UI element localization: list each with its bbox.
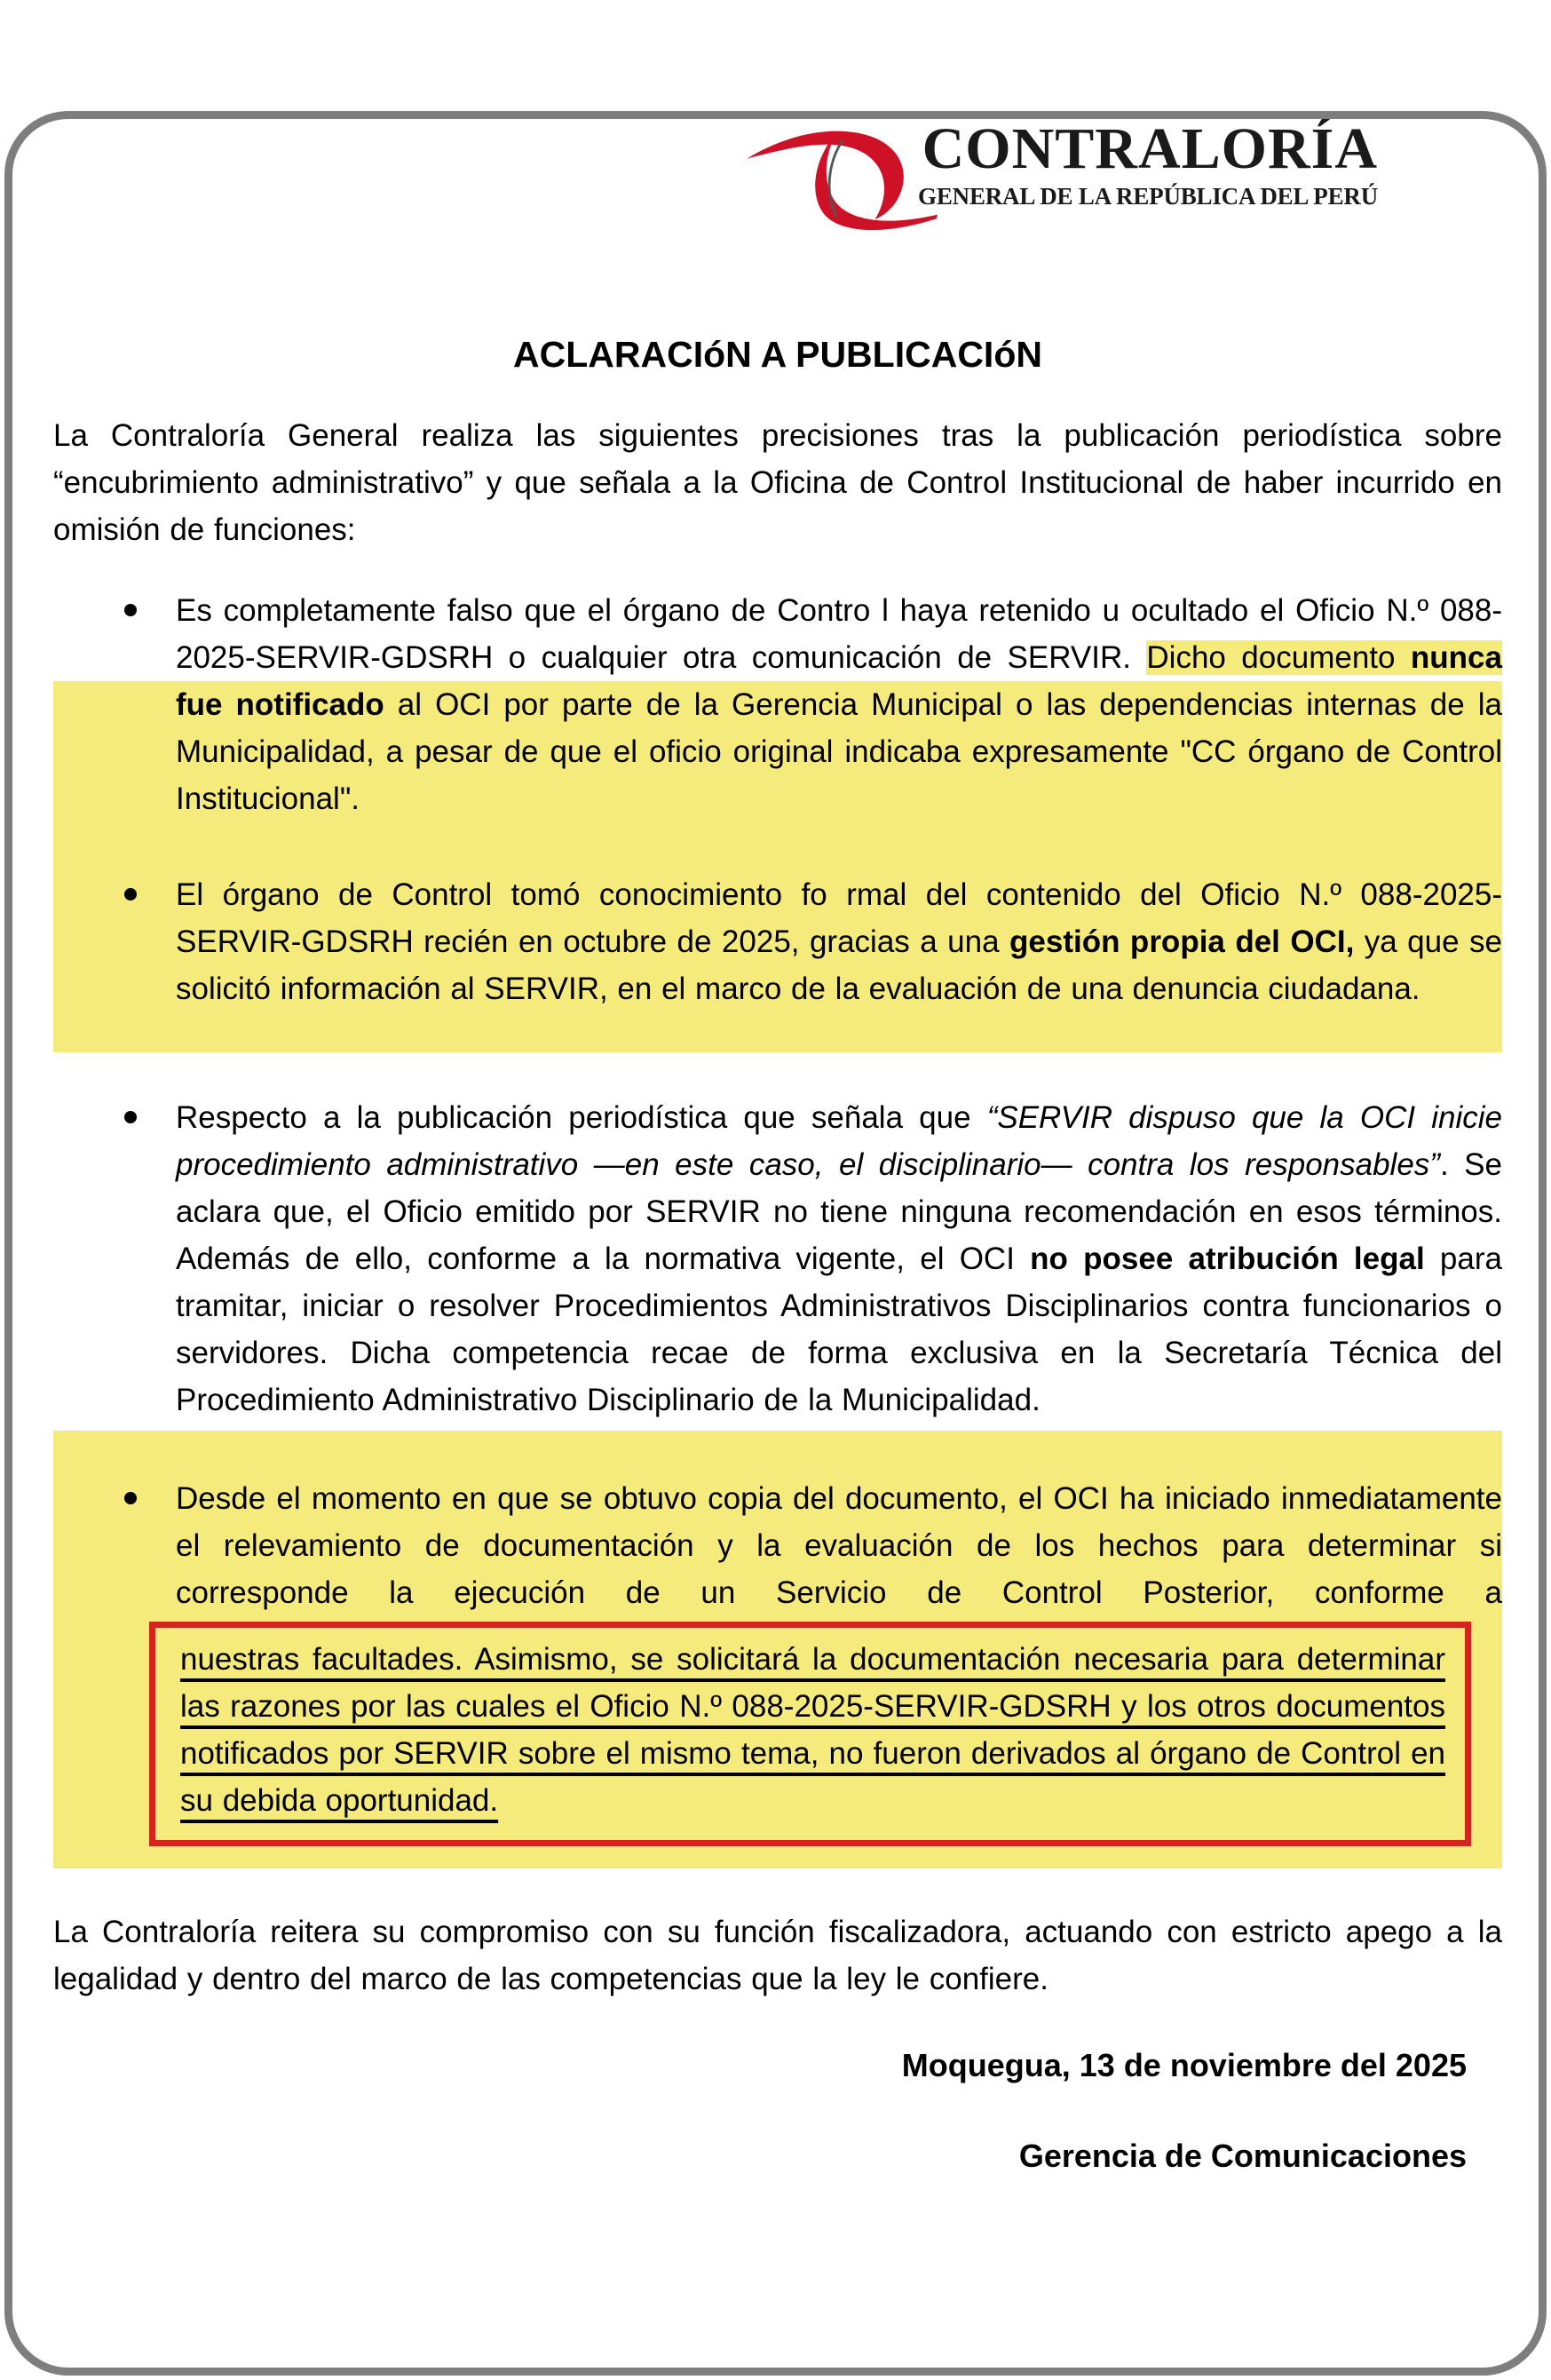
logo-tagline: GENERAL DE LA REPÚBLICA DEL PERÚ <box>918 183 1378 210</box>
closing-paragraph: La Contraloría reitera su compromiso con su función fiscalizadora, actuando con estricto apego a la legalidad y dentro del marco de las competencias que la ley le confiere. <box>53 1915 1502 1996</box>
bullet-marker <box>124 1492 137 1504</box>
b2-start: El órgano de Control tomó conocimiento fo rmal del contenido del Oficio N.º 088-2025-SERVIR-GDSRH recién en octubre de 2025, gracias a una <box>176 877 1502 959</box>
bullet-item-publicacion-periodistica <box>53 1094 1502 1424</box>
b3-italic-quote: “SERVIR dispuso que la OCI inicie procedimiento administrativo —en este caso, el disciplinario— contra los responsables” <box>176 1100 1502 1182</box>
b3-mid: . Se aclara que, el Oficio emitido por SERVIR no tiene ninguna recomendación en esos términos. Además de ello, conforme a la normativa vigente, el OCI <box>176 1147 1502 1276</box>
bullet-marker <box>124 888 137 900</box>
b1-text: Es completamente falso que el órgano de Contro l haya retenido u ocultado el Oficio N.º 088-2025-SERVIR-GDSRH o cualquier otra comunicación de SERVIR. <box>176 593 1502 675</box>
contraloria-swoosh-icon <box>739 115 945 249</box>
logo-text <box>918 107 1378 210</box>
red-emphasis-box <box>149 1622 1471 1846</box>
b3-bold: no posee atribución legal <box>1030 1242 1425 1276</box>
page-title: ACLARACIóN A PUBLICACIóN <box>513 334 1042 375</box>
b2-bold: gestión propia del OCI, <box>1009 924 1355 959</box>
contraloria-logo <box>53 107 1378 249</box>
b4-boxed-underlined-text: nuestras facultades. Asimismo, se solicitará la documentación necesaria para determinar las razones por las cuales el Oficio N.º 088-2025-SERVIR-GDSRH y los otros documentos notificados por SERVIR sobre el mismo tema, no fueron derivados al órgano de Control en su debida oportunidad. <box>180 1642 1445 1818</box>
bullet-marker <box>124 604 137 616</box>
b3-start: Respecto a la publicación periodística que señala que <box>176 1100 987 1135</box>
bullet-item-conocimiento-formal <box>53 840 1502 1052</box>
b4-intro-text: Desde el momento en que se obtuvo copia del documento, el OCI ha iniciado inmediatamente el relevamiento de documentación y la evaluación de los hechos para determinar si corresponde la ejecución de un Servicio de Control Posterior, conforme a <box>176 1481 1502 1610</box>
signature-office: Gerencia de Comunicaciones <box>1018 2138 1467 2174</box>
logo-brand: CONTRALORÍA <box>922 116 1378 181</box>
document-page <box>0 107 1551 2380</box>
bullet-marker <box>124 1111 137 1123</box>
bullet-item-retencion-falsa <box>53 587 1502 840</box>
dateline: Moquegua, 13 de noviembre del 2025 <box>901 2047 1467 2083</box>
b3-end: para tramitar, iniciar o resolver Procedimientos Administrativos Disciplinarios contra funcionarios o servidores. Dicha competencia recae de forma exclusiva en la Secretaría Técnica del Procedimiento Administrativo Disciplinario de la Municipalidad. <box>176 1242 1502 1417</box>
b2-end: ya que se solicitó información al SERVIR, en el marco de la evaluación de una denuncia ciudadana. <box>176 924 1503 1006</box>
b1-hl-end: al OCI por parte de la Gerencia Municipal o las dependencias internas de la Municipalidad, a pesar de que el oficio original indicaba expresamente "CC órgano de Control Institucional". <box>176 687 1502 816</box>
bullet-item-acciones-oci <box>53 1431 1502 1868</box>
b1-hl-start: Dicho documento <box>1146 640 1411 675</box>
intro-paragraph: La Contraloría General realiza las siguientes precisiones tras la publicación periodística sobre “encubrimiento administrativo” y que señala a la Oficina de Control Institucional de haber incurrido en omisión de funciones: <box>53 418 1502 547</box>
bullet-list <box>53 587 1502 1868</box>
b1-hl-bold: nunca fue notificado <box>176 640 1502 722</box>
